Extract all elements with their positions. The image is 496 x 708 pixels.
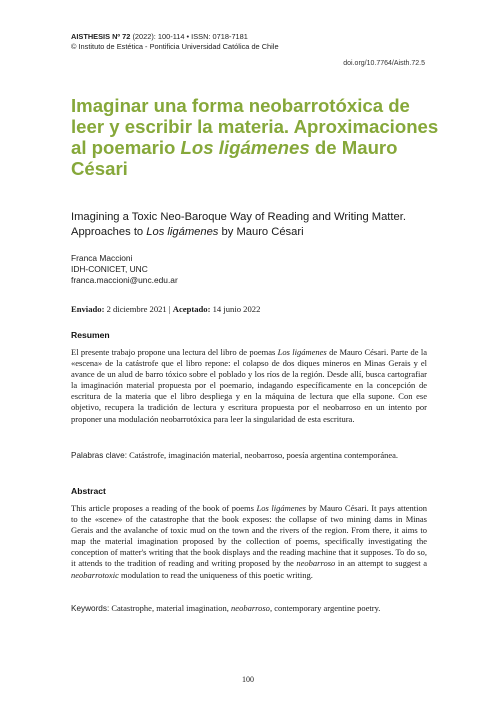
article-subtitle (71, 210, 431, 240)
author-name: Franca Maccioni (71, 253, 133, 263)
article-title (71, 95, 441, 179)
subtitle-italic: Los ligámenes (146, 226, 219, 238)
resumen-italic: Los ligámenes (277, 347, 327, 357)
keywords (71, 603, 427, 614)
author-block (71, 253, 178, 286)
palabras-clave-label: Palabras clave: (71, 451, 127, 460)
keywords-italic: neobarroso (231, 603, 270, 613)
keywords-label: Keywords: (71, 604, 110, 613)
submission-dates (71, 304, 260, 314)
accepted-date: 14 junio 2022 (210, 304, 261, 314)
journal-name: AISTHESIS Nº 72 (71, 32, 131, 41)
abstract-text: This article proposes a reading of the book of poems (71, 503, 257, 513)
institute-line: © Instituto de Estética - Pontificia Universidad Católica de Chile (71, 42, 279, 51)
journal-header (71, 32, 279, 52)
page-number: 100 (242, 675, 254, 684)
resumen-text: El presente trabajo propone una lectura del libro de poemas (71, 347, 278, 357)
resumen-heading: Resumen (71, 330, 110, 340)
abstract-heading: Abstract (71, 486, 106, 496)
keywords-list: Catastrophe, material imagination, (109, 603, 232, 613)
doi-link[interactable]: doi.org/10.7764/Aisth.72.5 (343, 60, 425, 67)
abstract-italic-neobarrotoxic: neobarrotoxic (71, 569, 119, 580)
subtitle-text-end: by Mauro Césari (218, 226, 304, 238)
abstract-text-cont: by Mauro Césari. It pays attention to the «scene» of the catastrophe that the book exposes: the collapse of two mining dams in Minas Gerais and the avalanche of toxic mud on the town and the rivers of the region. From there, it aims to map the material imagination proposed by the collection of poems, specifically investigating the conception of matter's writing that the book displays and the reading machine that it supposes. To do so, it attends to the tradition of reading and writing proposed by the (71, 503, 428, 569)
subtitle-text: Imagining a Toxic Neo-Baroque Way of Reading and Writing Matter. Approaches to (71, 211, 406, 238)
palabras-clave (71, 450, 427, 461)
title-text-end: de Mauro Césari (71, 137, 398, 179)
abstract-text-end: modulation to read the uniqueness of this poetic writing. (118, 569, 313, 580)
title-italic: Los ligámenes (180, 137, 310, 158)
sent-label: Enviado: (71, 304, 105, 314)
abstract-text-cont2: in an attempt to suggest a (335, 558, 427, 569)
author-affiliation: IDH-CONICET, UNC (71, 264, 148, 274)
resumen-paragraph (71, 347, 427, 425)
abstract-italic-neobarroso: neobarroso (296, 558, 336, 569)
author-email[interactable]: franca.maccioni@unc.edu.ar (71, 275, 178, 285)
abstract-italic-title: Los ligámenes (256, 503, 306, 513)
sent-date: 2 diciembre 2021 | (104, 304, 173, 314)
resumen-text-cont: de Mauro Césari. Parte de la «escena» de la catástrofe que el libro repone: el colapso de dos diques mineros en Minas Gerais y el avance de un alud de barro tóxico sobre el poblado y los ríos de la región. Desde allí, busca cartografiar la imaginación material propuesta por el poemario, indagando específicamente en la concepción de escritura de la materia que el libro despliega y en la máquina de lectura que ella supone. Con ese objetivo, recupera la tradición de lectura y escritura propuesta por el neobarroso en un intento por proponer una modulación neobarrotóxica para leer la singularidad de esta escritura. (71, 347, 427, 424)
abstract-paragraph (71, 503, 427, 581)
palabras-clave-list: Catástrofe, imaginación material, neobarroso, poesía argentina contemporánea. (126, 450, 399, 460)
keywords-list-end: , contemporary argentine poetry. (269, 603, 381, 613)
accepted-label: Aceptado: (172, 304, 211, 314)
journal-meta: (2022): 100-114 • ISSN: 0718-7181 (130, 32, 248, 41)
title-text: Imaginar una forma neobarrotóxica de leer y escribir la materia. Aproximaciones al poemario (71, 95, 439, 158)
